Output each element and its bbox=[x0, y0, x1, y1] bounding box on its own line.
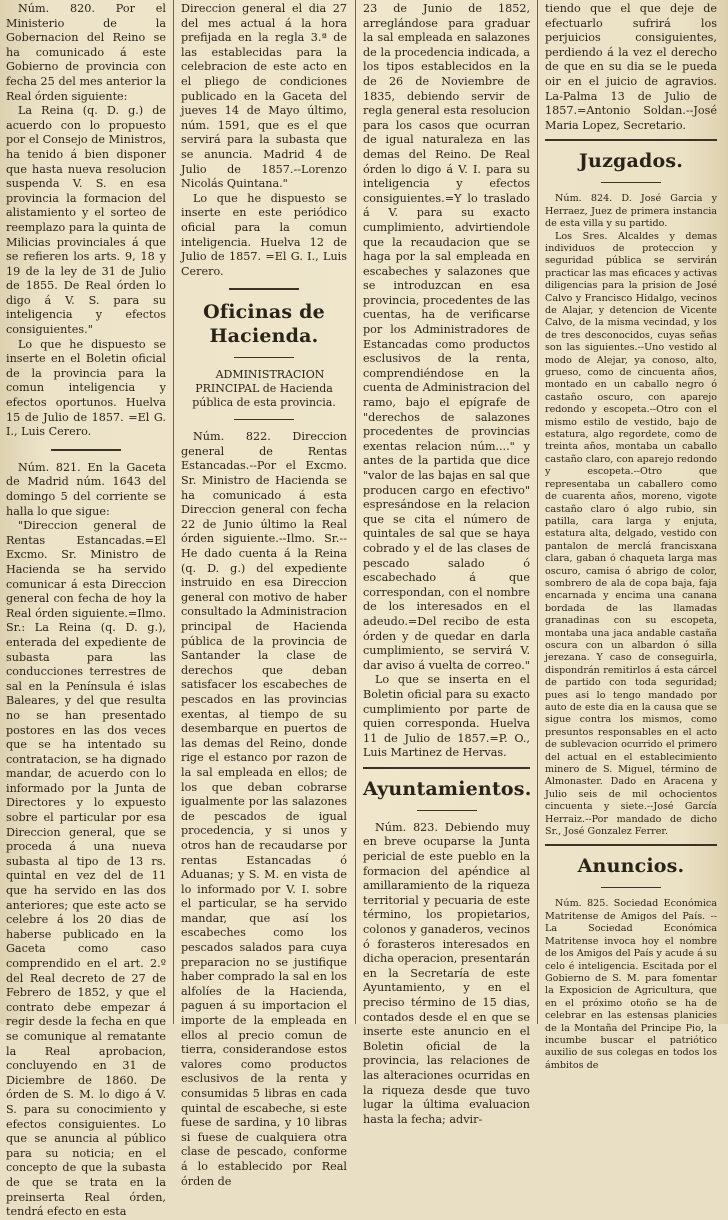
separator-rule bbox=[601, 887, 661, 888]
notice-820-closing: Lo que he dispuesto se inserte en el Boletin oficial de la provincia para la comun inteligencia y efectos oportunos. Huelva 15 de Julio de 1857. =El G. I., Luis Cerero. bbox=[6, 337, 166, 439]
column-rule bbox=[355, 0, 356, 1024]
section-title-anuncios: Anuncios. bbox=[577, 855, 685, 878]
separator-rule bbox=[601, 182, 661, 183]
section-title-juzgados: Juzgados. bbox=[578, 150, 684, 173]
administration-heading: ADMINISTRACION PRINCIPAL de Hacienda pública de esta provincia. bbox=[192, 368, 336, 410]
notice-824: Núm. 824. D. José Garcia y Herraez, Juez de primera instancia de esta villa y su partido. bbox=[545, 193, 717, 230]
column-2 bbox=[181, 2, 347, 1189]
column-rule bbox=[173, 0, 174, 1024]
notice-821: Núm. 821. En la Gaceta de Madrid núm. 1643 del domingo 5 del corriente se halla lo que sigue: bbox=[6, 460, 166, 518]
separator-rule bbox=[545, 139, 717, 141]
column-3 bbox=[363, 2, 530, 1127]
court-notice-block bbox=[545, 193, 717, 838]
notice-821-body: "Direccion general de Rentas Estancadas.=El Excmo. Sr. Ministro de Hacienda se ha servido comunicar á esta Direccion general con fecha de hoy la Real órden siguiente.=Ilmo. Sr.: La Reina (q. D. g.), enterada del expediente de subasta para las conducciones terrestres de sal en la Península é islas Baleares, y del que resulta no se han presentado postores en las dos veces que se ha intentado su contratacion, se ha dignado mandar, de acuerdo con lo informado por la Junta de Directores y lo expuesto sobre el particular por esa Direccion general, que se proceda á una nueva subasta al tipo de 13 rs. quintal en vez del de 11 que ha servido en las dos anteriores; que este acto se celebre á los 20 dias de haberse publicado en la Gaceta como caso comprendido en el art. 2.º del Real decreto de 27 de Febrero de 1852, y que el contrato debe empezar á regir desde la fecha en que se comunique al rematante la Real aprobacion, concluyendo en 31 de Diciembre de 1860. De órden de S. M. lo digo á V. S. para su conocimiento y efectos consiguientes. Lo que se anuncia al público para su noticia; en el concepto de que la subasta de que se trata en la preinserta Real órden, tendrá efecto en esta bbox=[6, 519, 166, 1219]
notice-823: Núm. 823. Debiendo muy en breve ocuparse la Junta pericial de este pueblo en la formacion del apéndice al amillaramiento de la riqueza territorial y pecuaria de este término, los propietarios, colonos y ganaderos, vecinos ó forasteros interesados en dicha operacion, presentarán en la Secretaría de este Ayuntamiento, y en el preciso término de 15 dias, contados desde el en que se inserte este anuncio en el Boletin oficial de la provincia, las relaciones de las alteraciones ocurridas en la riqueza desde que tuvo lugar la última evaluacion hasta la fecha; advir- bbox=[363, 820, 530, 1126]
continued-text: Direccion general el dia 27 del mes actual á la hora prefijada en la regla 3.ª de las establecidas para la celebracion de este acto en el pliego de condiciones publicado en la Gaceta del jueves 14 de Mayo último, núm. 1591, que es el que servirá para la subasta que se anuncia. Madrid 4 de Julio de 1857.--Lorenzo Nicolás Quintana." bbox=[181, 2, 347, 191]
notice-820: Núm. 820. Por el Ministerio de la Gobernacion del Reino se ha comunicado á este Gobierno de provincia con fecha 25 del mes anterior la Real órden siguiente: bbox=[6, 2, 166, 103]
column-rule bbox=[537, 0, 538, 1024]
separator-rule bbox=[234, 419, 294, 420]
notice-closing: Lo que he dispuesto se inserte en este periódico oficial para la comun inteligencia. Huelva 12 de Julio de 1857. =El G. I., Luis Cerero. bbox=[181, 191, 347, 278]
announcement-block bbox=[545, 898, 717, 1072]
section-title-hacienda: Oficinas de Hacienda. bbox=[203, 301, 325, 348]
separator-rule bbox=[51, 449, 121, 451]
notice-822: Núm. 822. Direccion general de Rentas Estancadas.--Por el Excmo. Sr. Ministro de Hacienda se ha comunicado á esta Direccion general con fecha 22 de Junio último la Real órden siguiente.--Ilmo. Sr.--He dado cuenta á la Reina (q. D. g.) del expediente instruido en esa Direccion general con motivo de haber consultado la Administracion principal de Hacienda pública de la provincia de Santander la clase de derechos que deban satisfacer los escabeches de pescados en las provincias exentas, al tiempo de su desembarque en puertos de las demas del Reino, donde rige el estanco por razon de la sal empleada en ellos; de los que deban cobrarse igualmente por las salazones de pescados de igual procedencia, y si unos y otros han de recaudarse por rentas Estancadas ó Aduanas; y S. M. en vista de lo informado por V. I. sobre el particular, se ha servido mandar, que así los escabeches como los pescados salados para cuya preparacion no se justifique haber comprado la sal en los alfolíes de la Hacienda, paguen á su importacion el importe de la empleada en ellos al precio comun de tierra, considerandose estos valores como productos esclusivos de la renta y consumidas 5 libras en cada quintal de escabeche, si este fuese de sardina, y 10 libras si fuese de cualquiera otra clase de pescado, conforme á lo establecido por Real órden de bbox=[181, 430, 347, 1188]
notice-824-body: Los Sres. Alcaldes y demas individuos de proteccion y seguridad pública se servirán practicar las mas eficaces y activas diligencias para la prision de José Calvo y Francisco Hidalgo, vecinos de Alajar, y detencion de Vicente Calvo, de la misma vecindad, y los de tres desconocidos, cuyas señas son las siguientes.--Uno vestido al modo de Alejar, ya conoso, alto, grueso, como de cincuenta años, montado en un caballo negro ó castaño oscuro, con aparejo redondo y escopeta.--Otro con el mismo estilo de vestido, bajo de estatura, algo regordete, como de treinta años, montaba un caballo castaño claro, con aparejo redondo y escopeta.--Otro que representaba un caballero como de cuarenta años, moreno, vigote castaño claro ó algo rubio, sin patilla, cara larga y enjuta, estatura alta, delgado, vestido con pantalon de merclá francisxana clara, gaban ó chaqueta larga mas oscuro, camisa ó abrigo de color, sombrero de ala de copa baja, faja encarnada y encima una canana bordada de las llamadas granadinas con su escopeta, montaba una jaca andable castaña oscura con un albardon ó silla jerezana. Y caso de conseguirla, dispondrán remitirlos á esta cárcel de partido con toda seguridad; pues asi lo tengo mandado por auto de este dia en la causa que se sigue contra los mismos, como presuntos responsables en el acto de sublevacion ocurrido el primero del actual en el establecimiento minero de S. Miguel, término de Almonaster. Dado en Aracena y Julio seis de mil ochocientos cincuenta y siete.--José García Herraiz.--Por mandado de dicho Sr., José Gonzalez Ferrer. bbox=[545, 230, 717, 838]
column-1 bbox=[6, 2, 166, 1220]
separator-rule bbox=[417, 810, 477, 811]
separator-rule bbox=[234, 357, 294, 358]
separator-rule bbox=[545, 844, 717, 846]
notice-825: Núm. 825. Sociedad Económica Matritense de Amigos del País. --La Sociedad Económica Matritense invoca hoy el nombre de los Amigos del País y acude á su celo é inteligencia. Escitada por el Gobierno de S. M. para fomentar la Exposicion de Agricultura, que en el próximo otoño se ha de celebrar en las estensas planicies de la Montaña del Principe Pio, la incumbe buscar el patriótico auxilio de sus colegas en todos los ámbitos de bbox=[545, 898, 717, 1071]
notice-820-body: La Reina (q. D. g.) de acuerdo con lo propuesto por el Consejo de Ministros, ha tenido á bien disponer que hasta nueva resolucion suspenda V. S. en esa provincia la formacion del alistamiento y el sorteo de reemplazo para la quinta de Milicias provinciales á que se refieren los arts. 9, 18 y 19 de la ley de 31 de Julio de 1855. De Real órden lo digo á V. S. para su inteligencia y efectos consiguientes." bbox=[6, 104, 166, 337]
separator-rule bbox=[229, 288, 299, 290]
column-4 bbox=[545, 2, 717, 1072]
continued-text: 23 de Junio de 1852, arreglándose para graduar la sal empleada en salazones de la procedencia indicada, a los tipos establecidos en la de 26 de Noviembre de 1835, debiendo servir de regla general esta resolucion para los casos que ocurran de igual naturaleza en las demas del Reino. De Real órden lo digo á V. I. para su inteligencia y efectos consiguientes.=Y lo traslado á V. para su exacto cumplimiento, advirtiendole que la recaudacion que se haga por la sal empleada en escabeches y salazones que se introduzcan en esa provincia, procedentes de las cuentas, ha de verificarse por los Administradores de Estancadas como productos esclusivos de la renta, comprendiéndose en la cuenta de Administracion del ramo, bajo el epígrafe de "derechos de salazones procedentes de provincias exentas relacion núm...." y antes de la partida que dice "valor de las bajas en sal que producen cargo en efectivo" espresándose en la relacion que se cita el número de quintales de sal que se haya cobrado y el de las clases de pescado salado ó escabechado á que correspondan, con el nombre de los interesados en el adeudo.=Del recibo de esta órden y de quedar en darla cumplimiento, se servirá V. dar aviso á vuelta de correo." bbox=[363, 2, 530, 672]
separator-rule bbox=[363, 767, 530, 769]
notice-closing: Lo que se inserta en el Boletin oficial para su exacto cumplimiento por parte de quien corresponda. Huelva 11 de Julio de 1857.=P. O., Luis Martinez de Hervas. bbox=[363, 673, 530, 760]
continued-text: tiendo que el que deje de efectuarlo sufrirá los perjuicios consiguientes, perdiendo á la vez el derecho de que en su dia se le pueda oir en el juicio de agravios. La-Palma 13 de Julio de 1857.=Antonio Soldan.--José Maria Lopez, Secretario. bbox=[545, 2, 717, 132]
section-title-ayuntamientos: Ayuntamientos. bbox=[363, 777, 532, 800]
